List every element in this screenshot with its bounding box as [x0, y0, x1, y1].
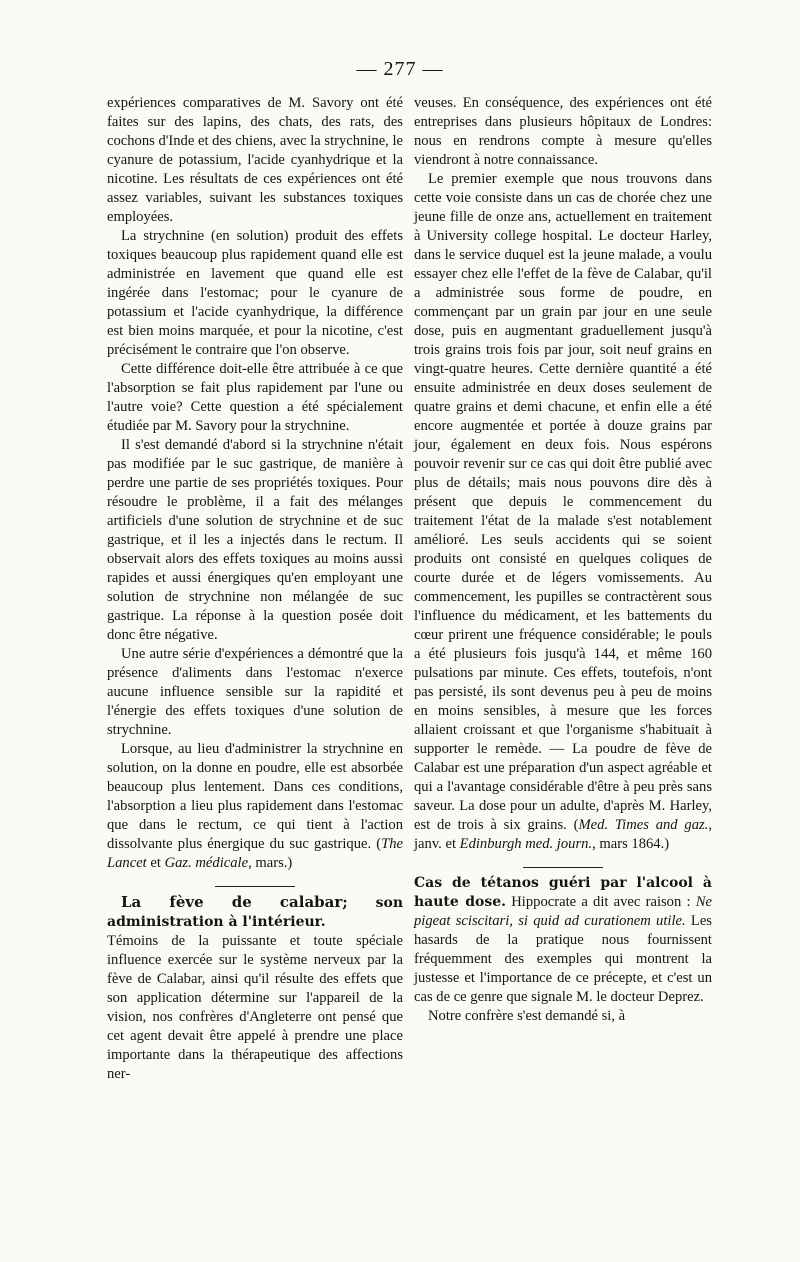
paragraph-text: Le premier exemple que nous trouvons dans cette voie consiste dans un cas de chorée chez une jeune fille de onze ans, actuellement en traitement à University college hospital. Le docteur Harley, dans le service duquel est la jeune malade, a voulu essayer chez elle l'effet de la fève de Calabar, qu'il a administrée sous forme de poudre, en commençant par un grain par jour en une seule dose, puis en augmentant graduellement jusqu'à trois grains trois fois par jour, soit neuf grains en vingt-quatre heures. Cette dernière quantité a été ensuite administrée en deux doses seulement de quatre grains et demi chacune, et enfin elle a été encore augmentée et portée à douze grains par jour, également en deux fois. Nous espérons pouvoir revenir sur ce cas qui doit être publié avec plus de détails; mais nous pouvons dire dès à présent que depuis le commencement du traitement l'état de la malade s'est notablement amélioré. Les seuls accidents qui se soient produits ont consisté en quelques coliques de courte durée et de légers vomissements. Au commencement, les pupilles se contractèrent sous l'influence du médicament, et les battements du cœur prirent une fréquence considérable; le pouls a été plusieurs fois jusqu'à 144, et même 160 pulsations par minute. Ces effets, toutefois, n'ont pas persisté, ils sont devenus peu à peu de moins en moins sensibles, à mesure que les forces allaient croissant et que l'organisme s'habituait à supporter le remède. — La poudre de fève de Calabar est une préparation d'un aspect agréable et qui a l'avantage considérable d'être à peu près sans saveur. La dose pour un adulte, d'après M. Harley, est de trois à six grains. (	[414, 171, 712, 833]
paragraph: Il s'est demandé d'abord si la strychnine n'était pas modifiée par le suc gastrique, de manière à perdre une partie de ses propriétés toxiques. Pour résoudre le problème, il a fait des mélanges artificiels d'une solution de strychnine et de suc gastrique, et il les a injectés dans le rectum. Il observait alors des effets toxiques au moins aussi rapides et aussi énergiques qu'en employant une solution de strychnine non mélangée de suc gastrique. La réponse à la question posée doit donc être négative.	[107, 437, 403, 643]
paragraph-text: Les hasards de la pratique nous fournissent fréquemment des exemples qui montrent la justesse et l'importance de ce précepte, et c'est un cas de ce genre que signale M. le docteur Deprez.	[414, 913, 712, 1005]
paragraph: veuses. En conséquence, des expériences ont été entreprises dans plusieurs hôpitaux de Londres: nous en rendrons compte à mesure qu'elles viendront à notre connaissance.	[414, 95, 712, 168]
paragraph	[107, 740, 403, 873]
paragraph-text: , mars.)	[248, 855, 293, 871]
paragraph: Cette différence doit-elle être attribuée à ce que l'absorption se fait plus rapidement par l'une ou l'autre voie? Cette question a été spécialement étudiée par M. Savory pour la strychnine.	[107, 361, 403, 434]
paragraph: Une autre série d'expériences a démontré que la présence d'aliments dans l'estomac n'exerce aucune influence sensible sur la rapidité et l'énergie des effets toxiques d'une solution de strychnine.	[107, 646, 403, 738]
heading-title: La fève de calabar;	[121, 893, 348, 911]
paragraph-text: , janv. et	[414, 817, 712, 852]
paragraph-text: , mars 1864.)	[592, 836, 670, 852]
latin-quote: Ne pigeat sciscitari, si quid ad curationem utile.	[414, 894, 713, 929]
paragraph: La strychnine (en solution) produit des effets toxiques beaucoup plus rapidement quand elle est administrée en lavement que quand elle est ingérée dans l'estomac; pour le cyanure de potassium et l'acide cyanhydrique, la différence est bien moins marquée, et pour la nicotine, c'est précisément le contraire que l'on observe.	[107, 228, 403, 358]
source-citation: The Lancet	[107, 836, 403, 871]
section-heading	[107, 893, 403, 932]
paragraph-text: et	[146, 855, 165, 871]
section-heading: Cas de tétanos guéri par l'alcool à haute dose.	[414, 875, 712, 910]
paragraph-text: Lorsque, au lieu d'administrer la strychnine en solution, on la donne en poudre, elle est absorbée beaucoup plus lentement. Dans ces conditions, l'absorption a lieu plus rapidement dans l'estomac que dans le rectum, ce qui tient à l'action dissolvante plus énergique du suc gastrique. (	[107, 741, 403, 852]
paragraph-text: Hippocrate a dit avec raison :	[506, 894, 696, 910]
paragraph: Notre confrère s'est demandé si, à	[428, 1008, 626, 1024]
paragraph	[414, 874, 712, 1007]
source-citation: Edinburgh med. journ.	[459, 836, 593, 852]
paragraph: Témoins de la puissante et toute spéciale influence exercée sur le système nerveux par la fève de Calabar, ainsi qu'il résulte des effets que son application détermine sur l'appareil de la vision, nos confrères d'Angleterre ont pensé que cet agent devait être appelé à prendre une place importante dans la thérapeutique des affections ner-	[107, 933, 403, 1082]
right-column	[414, 94, 712, 1026]
paragraph: expériences comparatives de M. Savory ont été faites sur des lapins, des chats, des rats, des cochons d'Inde et des chiens, avec la strychnine, le cyanure de potassium, l'acide cyanhydrique et la nicotine. Les résultats de ces expériences ont été assez variables, suivant les substances toxiques employées.	[107, 95, 404, 225]
section-divider	[523, 867, 603, 868]
source-citation: Med. Times and gaz.	[578, 817, 709, 833]
paragraph	[414, 170, 712, 854]
left-column	[107, 94, 403, 1084]
source-citation: Gaz. médicale	[164, 855, 249, 871]
heading-title-rest: son administration à l'intérieur.	[107, 895, 403, 930]
page-number: — 277 —	[356, 58, 444, 80]
section-divider	[215, 886, 295, 887]
